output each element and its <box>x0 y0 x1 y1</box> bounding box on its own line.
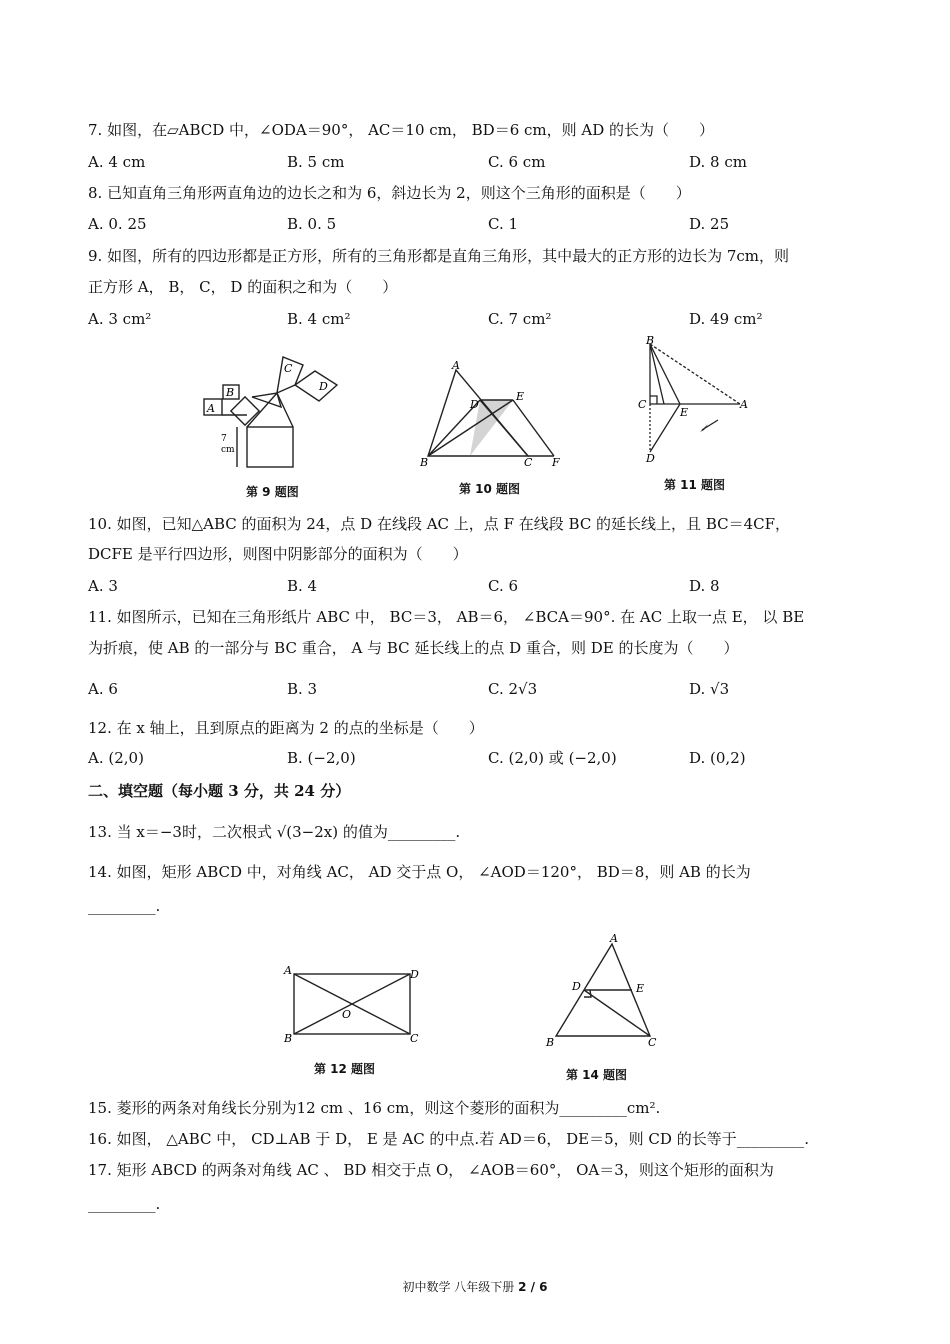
q9-stem-line2: 正方形 A， B， C， D 的面积之和为（ ） <box>88 278 398 296</box>
fig14-label-a: A <box>610 932 618 945</box>
q12-stem: 12. 在 x 轴上，且到原点的距离为 2 的点的坐标是（ ） <box>88 719 484 737</box>
q9-option-b: B. 4 cm² <box>287 310 351 328</box>
q10-stem-line1: 10. 如图，已知△ABC 的面积为 24，点 D 在线段 AC 上，点 F 在线段 BC 的延长线上，且 BC＝4CF， <box>88 515 791 533</box>
q17-stem-line2: _________. <box>88 1195 161 1213</box>
fig10-label-d: D <box>470 398 479 411</box>
q10-option-b: B. 4 <box>287 577 318 595</box>
fig12-label-d: D <box>410 968 419 981</box>
fig12-label-o: O <box>342 1008 352 1021</box>
q10-option-a: A. 3 <box>88 577 118 595</box>
q14-stem-line1: 14. 如图，矩形 ABCD 中，对角线 AC， AD 交于点 O， ∠AOD＝120°， BD＝8，则 AB 的长为 <box>88 863 751 881</box>
fig9-length: 7 <box>221 434 227 444</box>
q8-option-b: B. 0. 5 <box>287 215 337 233</box>
q9-option-c: C. 7 cm² <box>488 310 552 328</box>
fig14-label-b: B <box>546 1036 555 1049</box>
q7-option-c: C. 6 cm <box>488 153 546 171</box>
q11-stem-line1: 11. 如图所示，已知在三角形纸片 ABC 中， BC＝3， AB＝6， ∠BCA＝90°. 在 AC 上取一点 E， 以 BE <box>88 608 805 626</box>
q11-option-a: A. 6 <box>88 680 118 698</box>
q10-stem-line2: DCFE 是平行四边形，则图中阴影部分的面积为（ ） <box>88 545 468 563</box>
fig11-label-e: E <box>680 406 689 419</box>
figure-10-caption: 第 10 题图 <box>459 482 521 496</box>
fig12-label-a: A <box>284 964 292 977</box>
fig10-label-b: B <box>420 456 429 468</box>
fig12-label-c: C <box>410 1032 419 1044</box>
figure-12-caption: 第 12 题图 <box>314 1062 376 1076</box>
footer-text: 初中数学 八年级下册 <box>402 1280 519 1294</box>
q7-stem: 7. 如图，在▱ABCD 中，∠ODA＝90°， AC＝10 cm， BD＝6 cm，则 AD 的长为（ ） <box>88 121 715 139</box>
fig9-label-a: A <box>207 402 215 415</box>
q9-option-a: A. 3 cm² <box>88 310 152 328</box>
q17-stem-line1: 17. 矩形 ABCD 的两条对角线 AC 、 BD 相交于点 O， ∠AOB＝60°， OA＝3，则这个矩形的面积为 <box>88 1161 774 1179</box>
fig10-label-e: E <box>516 390 525 403</box>
q12-option-a: A. (2,0) <box>88 749 144 767</box>
fig10-label-a: A <box>452 360 460 372</box>
q10-option-d: D. 8 <box>689 577 720 595</box>
fig14-label-d: D <box>572 980 581 993</box>
q7-option-a: A. 4 cm <box>88 153 146 171</box>
q12-option-d: D. (0,2) <box>689 749 746 767</box>
fig10-label-f: F <box>552 456 560 468</box>
section-2-heading: 二、填空题（每小题 3 分，共 24 分） <box>88 782 351 800</box>
figure-11-fold <box>636 336 756 466</box>
q9-stem-line1: 9. 如图，所有的四边形都是正方形，所有的三角形都是直角三角形，其中最大的正方形的边长为 7cm，则 <box>88 247 790 265</box>
figure-10-parallelogram-triangle <box>418 360 568 468</box>
largest-square <box>247 427 293 467</box>
figure-12-rectangle <box>282 962 422 1044</box>
figure-14-caption: 第 14 题图 <box>566 1068 628 1082</box>
q7-option-d: D. 8 cm <box>689 153 747 171</box>
figure-14-triangle-midpoint <box>540 932 670 1052</box>
figure-11-caption: 第 11 题图 <box>664 478 726 492</box>
q12-option-b: B. (−2,0) <box>287 749 356 767</box>
fig12-label-b: B <box>284 1032 293 1044</box>
fig9-label-d: D <box>319 380 328 393</box>
page-number: 2 / 6 <box>518 1280 548 1294</box>
q13-stem: 13. 当 x＝−3时，二次根式 √(3−2x) 的值为_________. <box>88 823 461 841</box>
fig11-label-d: D <box>646 452 655 465</box>
fig11-label-a: A <box>740 398 748 411</box>
fig9-unit: cm <box>221 445 235 455</box>
fig9-label-b: B <box>226 386 235 399</box>
q9-option-d: D. 49 cm² <box>689 310 763 328</box>
figure-9-pythagoras-tree <box>195 345 355 475</box>
fig14-label-e: E <box>636 982 645 995</box>
fig9-label-c: C <box>284 362 293 375</box>
q14-stem-line2: _________. <box>88 897 161 915</box>
q8-option-c: C. 1 <box>488 215 519 233</box>
q8-option-a: A. 0. 25 <box>88 215 147 233</box>
fig10-label-c: C <box>524 456 533 468</box>
q10-option-c: C. 6 <box>488 577 519 595</box>
q11-option-c: C. 2√3 <box>488 680 538 698</box>
fig11-label-b: B <box>646 336 655 347</box>
figure-9-caption: 第 9 题图 <box>246 485 299 499</box>
q15-stem: 15. 菱形的两条对角线长分别为12 cm 、16 cm，则这个菱形的面积为_________cm². <box>88 1099 661 1117</box>
q11-option-d: D. √3 <box>689 680 730 698</box>
q12-option-c: C. (2,0) 或 (−2,0) <box>488 749 617 767</box>
fig14-label-c: C <box>648 1036 657 1049</box>
q7-option-b: B. 5 cm <box>287 153 345 171</box>
q11-stem-line2: 为折痕，使 AB 的一部分与 BC 重合， A 与 BC 延长线上的点 D 重合，则 DE 的长度为（ ） <box>88 639 739 657</box>
q16-stem: 16. 如图， △ABC 中， CD⊥AB 于 D， E 是 AC 的中点.若 AD＝6， DE＝5，则 CD 的长等于_________. <box>88 1130 809 1148</box>
page-footer <box>0 1278 950 1295</box>
q8-stem: 8. 已知直角三角形两直角边的边长之和为 6，斜边长为 2，则这个三角形的面积是（ ） <box>88 184 691 202</box>
fig11-label-c: C <box>638 398 647 411</box>
q8-option-d: D. 25 <box>689 215 730 233</box>
q11-option-b: B. 3 <box>287 680 318 698</box>
